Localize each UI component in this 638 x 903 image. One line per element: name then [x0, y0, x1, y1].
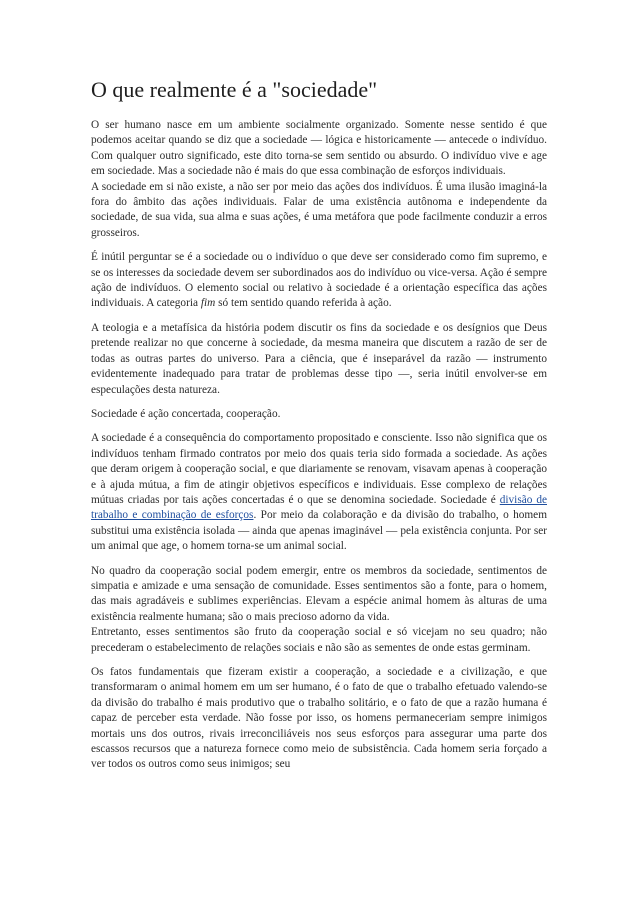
paragraph-3: A teologia e a metafísica da história podem discutir os fins da sociedade e os desígnios que Deus pretende realizar no que concerne à sociedade, da mesma maneira que discutem a razão de ser de todas as outras partes do universo. Para a ciência, que é inseparável da razão — instrumento evidentemente inadequado para tratar de problemas desse tipo —, seria inútil envolver-se em especulações desta natureza.: [91, 321, 547, 396]
division-of-labor-link[interactable]: divisão de trabalho e combinação de esforços: [91, 493, 547, 522]
paragraph-1b: A sociedade em si não existe, a não ser por meio das ações dos indivíduos. É uma ilusão imaginá-la fora do âmbito das ações individuais. Falar de uma existência autônoma e independente da sociedade, de sua vida, sua alma e suas ações, é uma metáfora que pode facilmente conduzir a erros grosseiros.: [91, 180, 547, 239]
paragraph-5: [91, 431, 547, 554]
paragraph-2-text-after: só tem sentido quando referida à ação.: [215, 297, 392, 310]
paragraph-5-text-after: . Por meio da colaboração e da divisão do trabalho, o homem substitui uma existência isolada — ainda que apenas imaginável — pela existência conjunta. Por ser um animal que age, o homem torna-se um animal social.: [91, 509, 547, 553]
paragraph-4: Sociedade é ação concertada, cooperação.: [91, 407, 281, 420]
article-body: [91, 76, 547, 782]
paragraph-2-text-before: É inútil perguntar se é a sociedade ou o indivíduo o que deve ser considerado como fim supremo, e se os interesses da sociedade devem ser subordinados aos do indivíduo ou vice-versa. Ação é sempre ação de indivíduos. O elemento social ou relativo à sociedade é a orientação específica das ações individuais. A categoria: [91, 251, 547, 310]
paragraph-2: [91, 250, 547, 312]
paragraph-1a: O ser humano nasce em um ambiente socialmente organizado. Somente nesse sentido é que podemos aceitar quando se diz que a sociedade — lógica e historicamente — antecede o indivíduo. Com qualquer outro significado, este dito torna-se sem sentido ou absurdo. O indivíduo vive e age em sociedade. Mas a sociedade não é mais do que essa combinação de esforços individuais.: [91, 119, 547, 178]
paragraph-6b: Entretanto, esses sentimentos são fruto da cooperação social e só vicejam no seu quadro; não precederam o estabelecimento de relações sociais e não são as sementes de onde estas germinam.: [91, 626, 547, 654]
paragraph-5-text-before: A sociedade é a consequência do comportamento propositado e consciente. Isso não significa que os indivíduos tenham firmado contratos por meio dos quais teria sido formada a sociedade. As ações que deram origem à cooperação social, e que diariamente se renovam, visavam apenas à cooperação e à ajuda mútua, a fim de atingir objetivos específicos e individuais. Esse complexo de relações mútuas criadas por tais ações concertadas é o que se denomina sociedade. Sociedade é: [91, 432, 547, 506]
emphasis-fim: fim: [200, 297, 216, 310]
paragraph-6a: No quadro da cooperação social podem emergir, entre os membros da sociedade, sentimentos de simpatia e amizade e uma sensação de comunidade. Esses sentimentos são a fonte, para o homem, das mais agradáveis e sublimes experiências. Elevam a espécie animal homem às alturas de uma existência realmente humana; são o mais precioso adorno da vida.: [91, 564, 547, 623]
paragraph-7: Os fatos fundamentais que fizeram existir a cooperação, a sociedade e a civilização, e que transformaram o animal homem em um ser humano, é o fato de que o trabalho efetuado valendo-se da divisão do trabalho é mais produtivo que o trabalho solitário, e o fato de que a razão humana é capaz de perceber esta verdade. Não fosse por isso, os homens permaneceriam sempre inimigos mortais uns dos outros, rivais irreconciliáveis nos seus esforços para assegurar uma parte dos escassos recursos que a natureza fornece como meio de subsistência. Cada homem seria forçado a ver todos os outros como seus inimigos; seu: [91, 666, 547, 771]
page-title: O que realmente é a "sociedade": [91, 77, 378, 102]
